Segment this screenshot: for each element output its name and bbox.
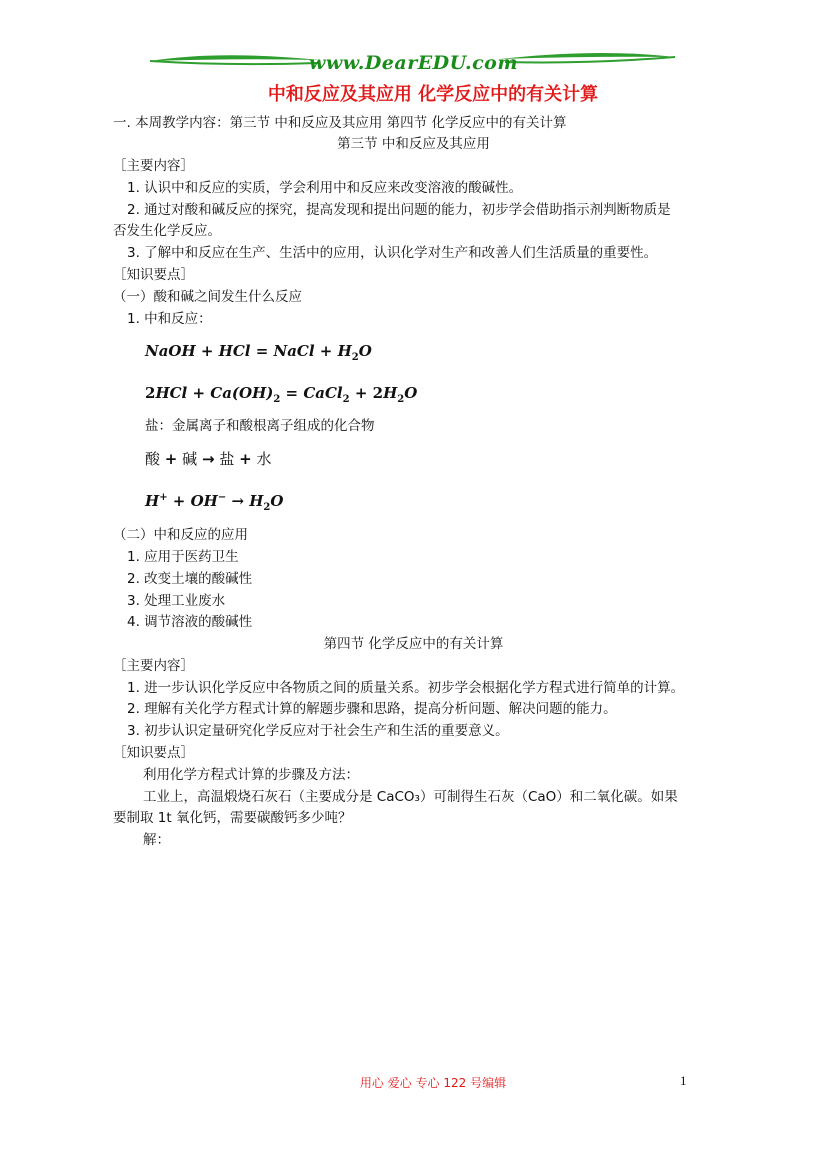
site-url: www.DearEDU.com: [309, 52, 518, 74]
section4-item: 2. 理解有关化学方程式计算的解题步骤和思路，提高分析问题、解决问题的能力。: [127, 701, 617, 717]
application-item: 1. 应用于医药卫生: [127, 549, 239, 565]
section4-item: 1. 进一步认识化学反应中各物质之间的质量关系。初步学会根据化学方程式进行简单的计算。: [127, 680, 685, 696]
salt-word: 盐: [219, 450, 235, 468]
subheading-one: （一）酸和碱之间发生什么反应: [113, 289, 302, 305]
application-item: 3. 处理工业废水: [127, 593, 226, 609]
subheading-two: （二）中和反应的应用: [113, 527, 248, 543]
water-word: 水: [256, 450, 272, 468]
plus-sign: +: [239, 450, 252, 468]
section4-heading: 第四节 化学反应中的有关计算: [323, 636, 504, 652]
neutralization-label: 1. 中和反应：: [127, 311, 212, 327]
page-title: 中和反应及其应用 化学反应中的有关计算: [267, 84, 599, 105]
section3-heading: 第三节 中和反应及其应用: [337, 136, 490, 152]
section3-item: 1. 认识中和反应的实质，学会利用中和反应来改变溶液的酸碱性。: [127, 180, 523, 196]
section4-points-label: ［知识要点］: [113, 745, 194, 761]
method-line: 利用化学方程式计算的步骤及方法：: [143, 767, 359, 783]
acid-word: 酸: [145, 450, 161, 468]
footer-editor-note: 用心 爱心 专心 122 号编辑: [359, 1076, 507, 1090]
section3-item-continued: 否发生化学反应。: [113, 223, 221, 239]
answer-label: 解：: [143, 832, 170, 848]
word-equation: [145, 450, 271, 468]
plus-sign: +: [164, 450, 178, 468]
section3-item: 3. 了解中和反应在生产、生活中的应用，认识化学对生产和改善人们生活质量的重要性。: [127, 245, 658, 261]
intro-line: 一. 本周教学内容：第三节 中和反应及其应用 第四节 化学反应中的有关计算: [113, 115, 567, 131]
salt-definition: 盐：金属离子和酸根离子组成的化合物: [145, 418, 375, 434]
section3-item: 2. 通过对酸和碱反应的探究，提高发现和提出问题的能力，初步学会借助指示剂判断物质是: [127, 202, 671, 218]
base-word: 碱: [182, 450, 198, 468]
arrow-icon: →: [201, 450, 215, 468]
section3-main-label: ［主要内容］: [113, 158, 194, 174]
application-item: 4. 调节溶液的酸碱性: [127, 614, 253, 630]
application-item: 2. 改变土壤的酸碱性: [127, 571, 253, 587]
section3-points-label: ［知识要点］: [113, 267, 194, 283]
problem-line-continued: 要制取 1t 氧化钙，需要碳酸钙多少吨？: [113, 810, 352, 826]
problem-line: 工业上，高温煅烧石灰石（主要成分是 CaCO₃）可制得生石灰（CaO）和二氧化碳。如果: [143, 789, 678, 805]
section4-main-label: ［主要内容］: [113, 658, 194, 674]
page-number: 1: [680, 1073, 687, 1088]
equation-ionic: $H^+ + OH^- \to H_2O$: [145, 492, 284, 513]
equation-hcl-caoh2: $2HCl + Ca(OH)_2$ = CaCl$_2$ + $2H_2O$: [145, 384, 418, 405]
equation-naoh-hcl: NaOH + HCl = NaCl + $H_2O$: [145, 342, 372, 363]
section4-item: 3. 初步认识定量研究化学反应对于社会生产和生活的重要意义。: [127, 723, 509, 739]
